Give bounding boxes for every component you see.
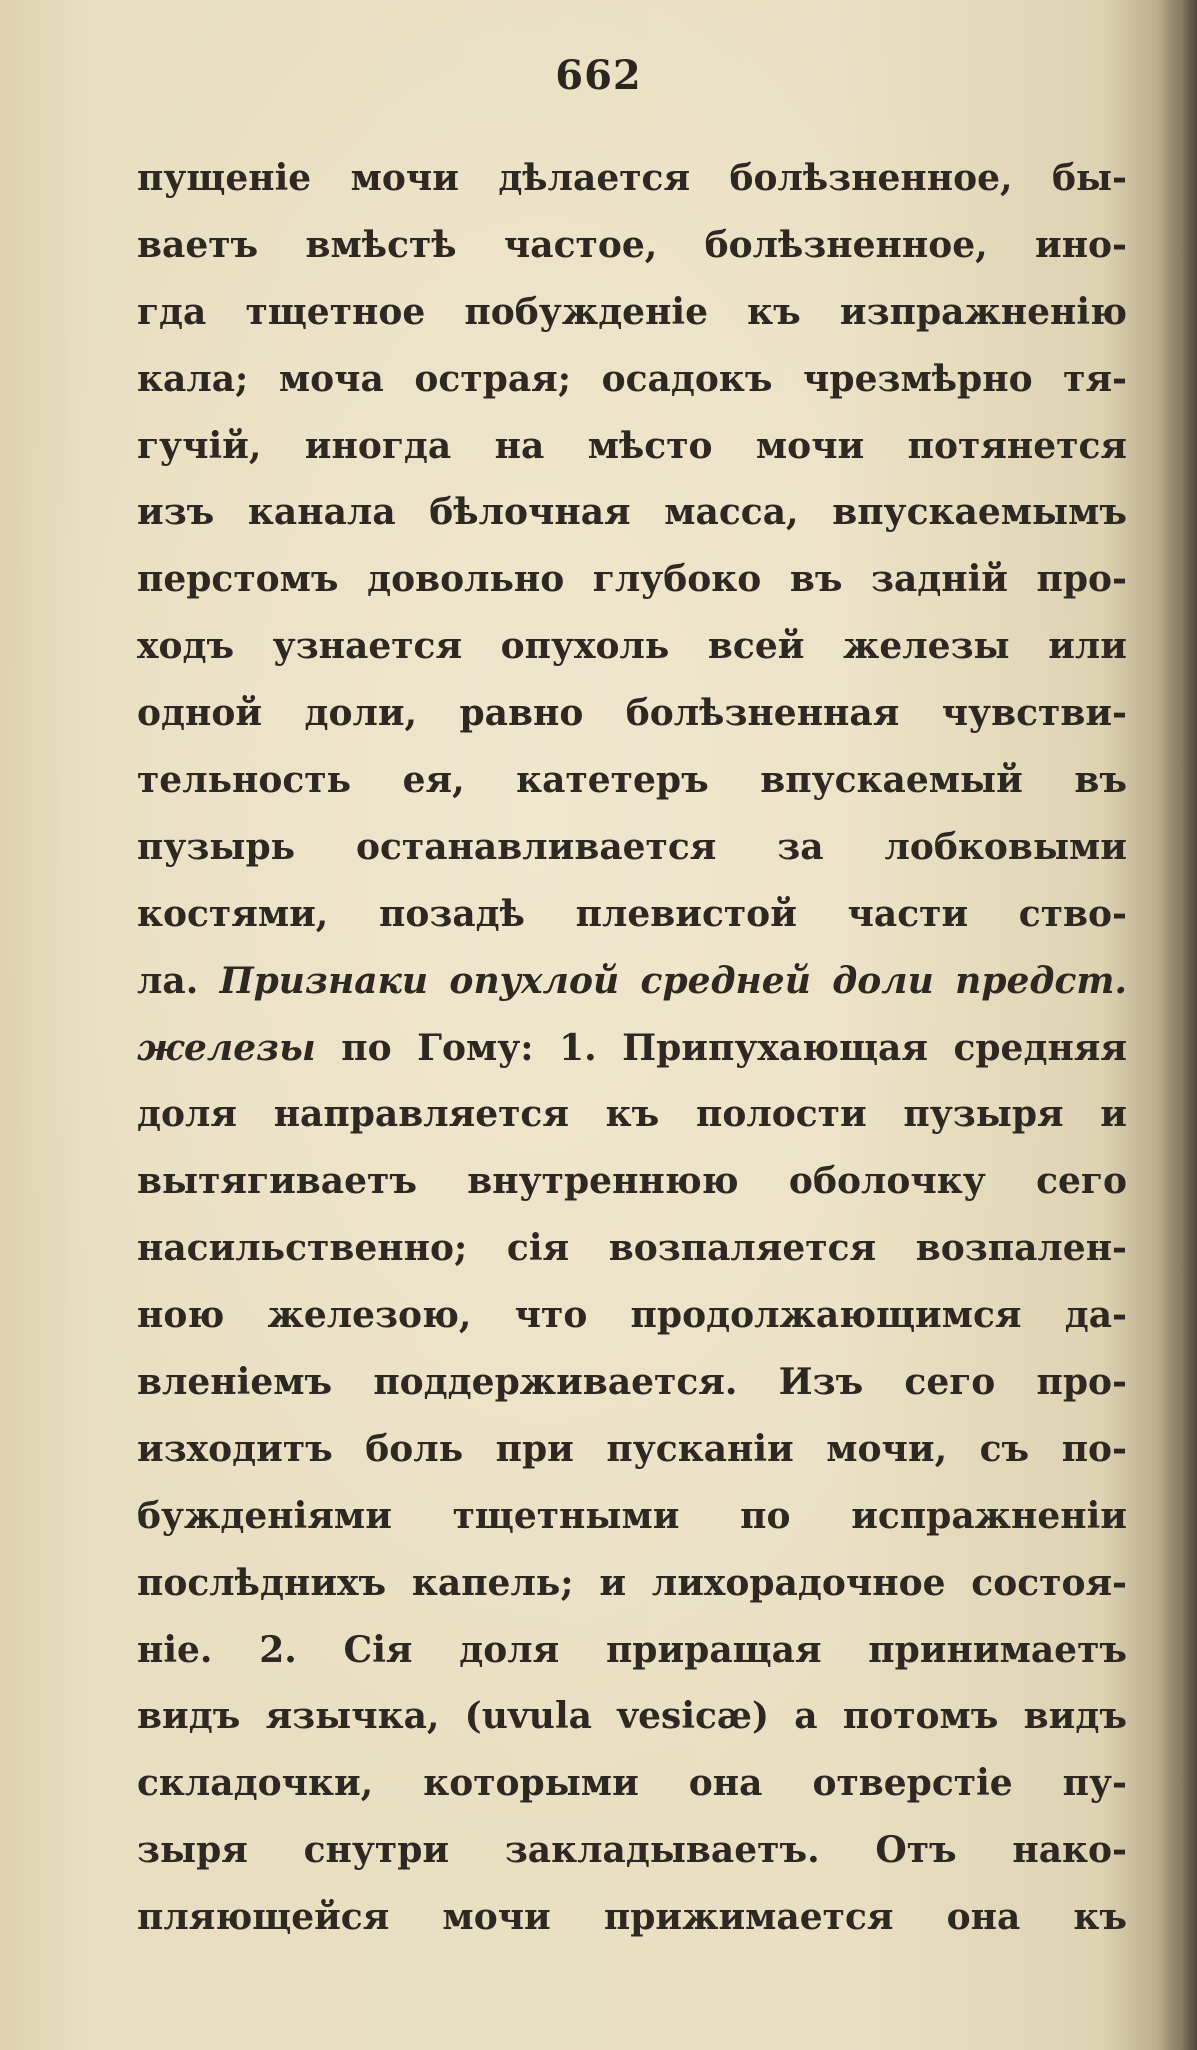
text-line [137,413,1127,480]
text-line [137,546,1127,613]
text-line [137,613,1127,680]
text-segment: перстомъ довольно глубоко въ заднiй про- [137,558,1127,601]
text-segment: тельность ея, катетеръ впускаемый въ [137,759,1127,802]
text-segment: складочки, которыми она отверстiе пу- [137,1762,1127,1805]
text-line [137,479,1127,546]
text-segment: по Гому: 1. Припухающая средняя [315,1026,1127,1069]
text-segment: ла. [137,959,220,1002]
text-segment: ваетъ вмѣстѣ частое, болѣзненное, ино- [137,223,1127,266]
text-segment: видъ язычка, (uvula vesicæ) а потомъ видъ [137,1695,1127,1738]
text-line [137,814,1127,881]
text-segment: пущенiе мочи дѣлается болѣзненное, бы- [137,157,1127,199]
text-segment: вленiемъ поддерживается. Изъ сего про- [137,1361,1127,1404]
text-line [137,1550,1127,1617]
text-line [137,1683,1127,1750]
text-line [137,1617,1127,1684]
text-line [137,212,1127,279]
page-number: 662 [555,52,642,99]
text-segment: послѣднихъ капель; и лихорадочное состоя- [137,1561,1127,1604]
text-segment: нiе. 2. Сiя доля приращая принимаетъ [137,1628,1127,1671]
text-segment: гучiй, иногда на мѣсто мочи потянется [137,424,1127,467]
text-line [137,680,1127,747]
text-line [137,1483,1127,1550]
text-line [137,1817,1127,1884]
italic-text-segment: железы [137,1026,316,1069]
text-segment: пузырь останавливается за лобковыми [137,825,1127,868]
text-line [137,881,1127,948]
text-segment: ходъ узнается опухоль всей железы или [137,625,1127,668]
body-text [137,145,1127,1951]
text-line [137,1015,1127,1082]
text-segment: изходитъ боль при пусканiи мочи, съ по- [137,1427,1127,1470]
text-segment: гда тщетное побужденiе къ изпражненiю [137,290,1127,333]
text-line [137,1282,1127,1349]
text-line [137,1416,1127,1483]
text-segment: насильственно; сiя возпаляется возпален- [137,1227,1127,1270]
text-line [137,1081,1127,1148]
text-segment: костями, позадѣ плевистой части ство- [137,892,1127,935]
text-line [137,948,1127,1015]
text-line [137,346,1127,413]
text-segment: ною железою, что продолжающимся да- [137,1294,1127,1337]
text-segment: изъ канала бѣлочная масса, впускаемымъ [137,491,1127,534]
text-line [137,747,1127,814]
text-line [137,1148,1127,1215]
text-segment: пляющейся мочи прижимается она къ [137,1896,1127,1939]
text-line [137,1884,1127,1951]
text-segment: одной доли, равно болѣзненная чувстви- [137,692,1127,735]
text-segment: вытягиваетъ внутреннюю оболочку сего [137,1160,1127,1203]
text-line [137,279,1127,346]
text-segment: бужденiями тщетными по испражненiи [137,1494,1127,1537]
text-segment: кала; моча острая; осадокъ чрезмѣрно тя- [137,357,1127,400]
text-line [137,1750,1127,1817]
text-segment: зыря снутри закладываетъ. Отъ нако- [137,1829,1127,1872]
text-line [137,1349,1127,1416]
text-line [137,1215,1127,1282]
italic-text-segment: Признаки опухлой средней доли предст. [219,959,1127,1002]
text-segment: доля направляется къ полости пузыря и [137,1093,1127,1136]
page-gutter-shadow [1157,0,1197,2050]
text-line [137,145,1127,212]
